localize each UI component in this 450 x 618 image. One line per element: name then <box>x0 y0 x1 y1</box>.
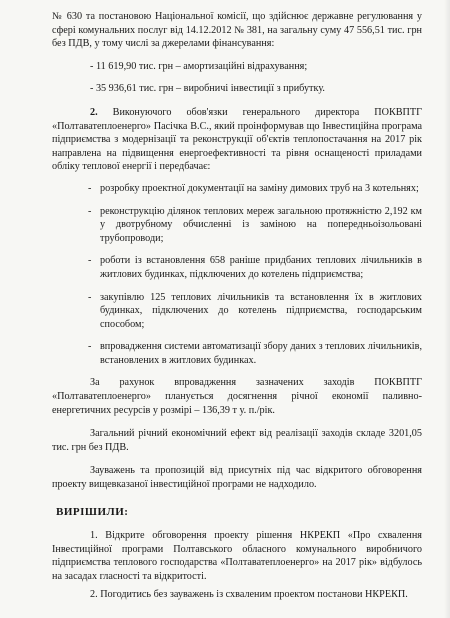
measures-list <box>52 182 422 368</box>
decision-2: 2. Погодитись без зауважень із схваленим проектом постанови НКРЕКП. <box>90 588 408 600</box>
decision-1: 1. Відкрите обговорення проекту рішення НКРЕКП «Про схвалення Інвестиційної програми Полтавського обласного комунального виробничого підприємства теплового господарства «Полтаватеплоенерго» на 2017 рік» відбулось на засадах гласності та відкритості. <box>52 530 422 582</box>
measure-item: - впровадження системи автоматизації збору даних з теплових лічильників, встановлених в житлових будинках. <box>52 340 422 367</box>
economy-paragraph: За рахунок впровадження зазначених заходів ПОКВПТГ «Полтаватеплоенерго» планується досягнення річної економії паливно-енергетичних ресурсів у розмірі – 136,39 т у. п./рік. <box>52 377 422 416</box>
funding-source-profit: - 35 936,61 тис. грн – виробничі інвестиції з прибутку. <box>90 83 325 95</box>
measure-item: - закупівлю 125 теплових лічильників та встановлення їх в житлових будинках, підключених до котелень підприємства, господарським способом; <box>52 291 422 332</box>
decided-heading: ВИРІШИЛИ: <box>56 505 129 518</box>
funding-source-depreciation: - 11 619,90 тис. грн – амортизаційні відрахування; <box>90 60 308 72</box>
remarks-paragraph: Зауважень та пропозицій від присутніх під час відкритого обговорення проекту вищевказаної інвестиційної програми не надходило. <box>52 465 422 491</box>
measure-item: - реконструкцію ділянок теплових мереж загальною протяжністю 2,192 км у двотрубному обчисленні із заміною на попередньоізольовані трубопроводи; <box>52 205 422 246</box>
document-body <box>52 10 422 601</box>
measure-item: - роботи із встановлення 658 раніше придбаних теплових лічильників в житлових будинках, підключених до котелень підприємства; <box>52 254 422 281</box>
point-2-number: 2. <box>90 106 98 118</box>
page-edge-shadow <box>444 0 450 618</box>
intro-paragraph: № 630 та постановою Національної комісії, що здійснює державне регулювання у сфері комунальних послуг від 14.12.2012 № 381, на загальну суму 47 556,51 тис. грн без ПДВ, у тому числі за джерелами фінансування: <box>52 11 422 50</box>
point-2-text: Виконуючого обов'язки генерального директора ПОКВПТГ «Полтаватеплоенерго» Пасічка В.С., який проінформував що Інвестиційна програма підприємства з модернізації та реконструкції об'єктів теплопостачання на 2017 рік направлена на підвищення енергоефективності та рівня оснащеності приладами обліку теплової енергії і передбачає: <box>52 106 423 173</box>
measure-item: - розробку проектної документації на заміну димових труб на 3 котельнях; <box>52 182 422 196</box>
effect-paragraph: Загальний річний економічний ефект від реалізації заходів складе 3201,05 тис. грн без ПДВ. <box>52 428 422 453</box>
point-2-paragraph <box>52 106 422 174</box>
